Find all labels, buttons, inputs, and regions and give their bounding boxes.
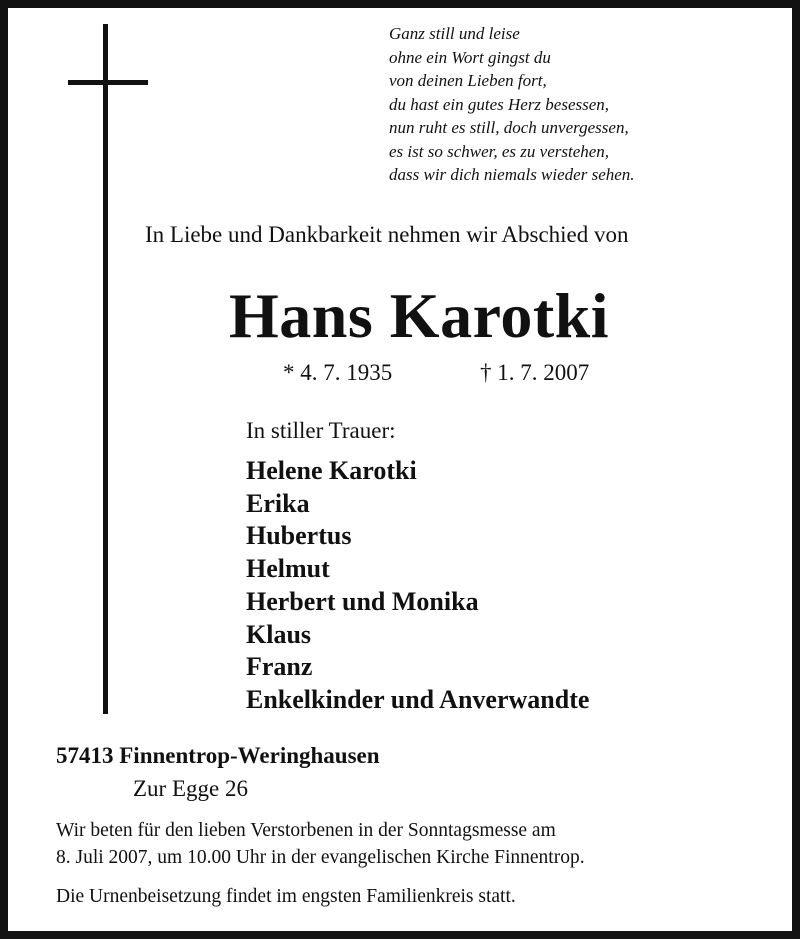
cross-vertical-bar xyxy=(103,24,108,714)
poem-line: von deinen Lieben fort, xyxy=(389,71,547,90)
mourner-name: Erika xyxy=(246,488,310,518)
mourners-list xyxy=(246,455,589,717)
mourner-name: Helene Karotki xyxy=(246,456,417,485)
address-city: 57413 Finnentrop-Weringhausen xyxy=(56,743,380,768)
mourner-name: Franz xyxy=(246,652,313,682)
mass-notice-line: Wir beten für den lieben Verstorbenen in der Sonntagsmesse am xyxy=(56,820,556,841)
poem-line: ohne ein Wort gingst du xyxy=(389,47,551,67)
poem-line: du hast ein gutes Herz besessen, xyxy=(389,94,610,114)
mass-notice xyxy=(56,817,585,871)
mourning-label: In stiller Trauer: xyxy=(246,418,396,443)
birth-date: * 4. 7. 1935 xyxy=(283,360,393,385)
mourner-name: Hubertus xyxy=(246,521,352,551)
farewell-intro: In Liebe und Dankbarkeit nehmen wir Abschied von xyxy=(145,222,629,247)
mourner-name: Klaus xyxy=(246,619,312,649)
mourner-name: Helmut xyxy=(246,554,330,584)
address-street: Zur Egge 26 xyxy=(133,776,248,801)
poem-line: Ganz still und leise xyxy=(389,24,520,43)
poem-line: es ist so schwer, es zu verstehen, xyxy=(389,141,610,161)
poem-line: nun ruht es still, doch unvergessen, xyxy=(389,118,629,137)
mourner-name: Herbert und Monika xyxy=(246,586,479,616)
cross-horizontal-bar xyxy=(68,80,148,85)
death-date: † 1. 7. 2007 xyxy=(480,360,590,385)
poem-line: dass wir dich niemals wieder sehen. xyxy=(389,165,635,184)
mass-notice-line: 8. Juli 2007, um 10.00 Uhr in der evangelischen Kirche Finnentrop. xyxy=(56,847,585,868)
deceased-name: Hans Karotki xyxy=(229,280,609,351)
poem xyxy=(389,22,635,187)
mourner-name: Enkelkinder und Anverwandte xyxy=(246,684,590,714)
urn-burial-notice: Die Urnenbeisetzung findet im engsten Familienkreis statt. xyxy=(56,886,516,907)
